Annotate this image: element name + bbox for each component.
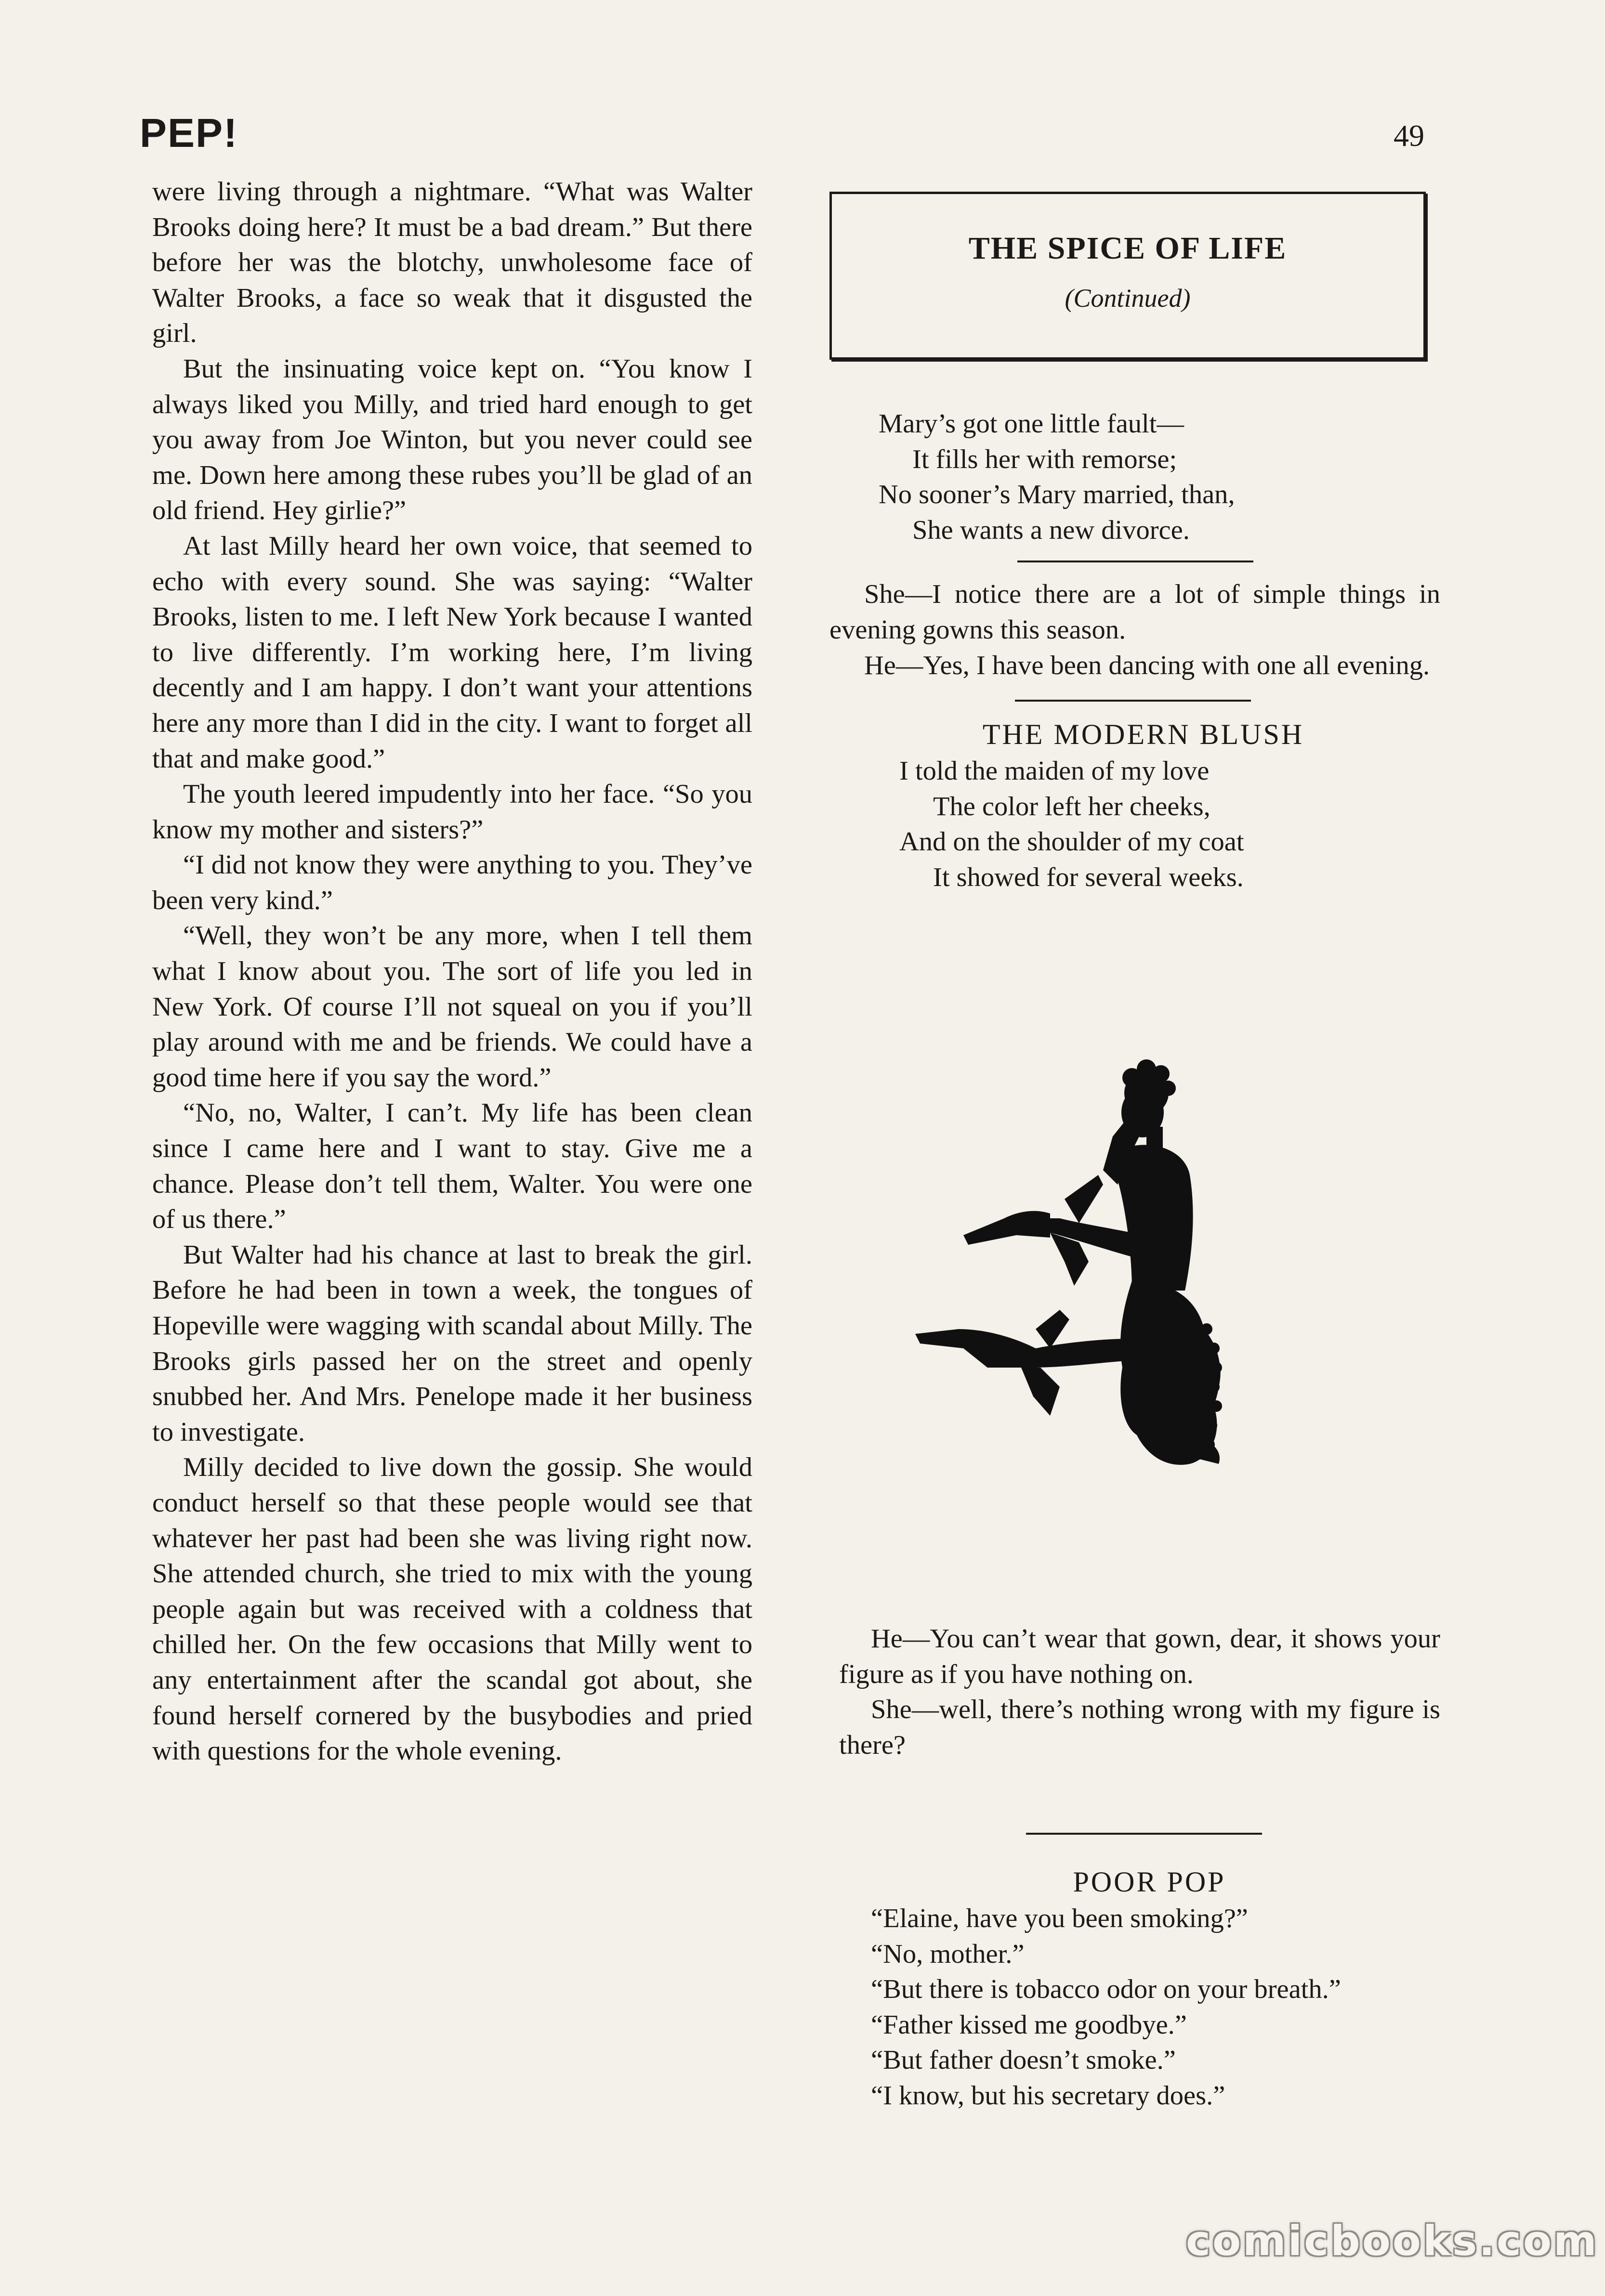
story-paragraph: were living through a nightmare. “What was Walter Brooks doing here? It must be a bad dream.” But there before her was the blotchy, unwholesome face of Walter Brooks, a face so weak that it disgusted the girl. [152,177,752,349]
joke-gowns [829,577,1440,683]
dialogue-line: “Father kissed me goodbye.” [871,2009,1187,2040]
dialogue-line: “Elaine, have you been smoking?” [871,1904,1248,1933]
poem-line: It fills her with remorse; [912,444,1177,474]
watermark: comicbooks.com [1186,2217,1599,2265]
poem-line: It showed for several weeks. [933,862,1244,892]
page-number: 49 [1394,118,1424,153]
poem-line: Mary’s got one little fault— [879,409,1184,439]
poor-pop-section [839,1833,1440,2114]
heading-modern-blush: THE MODERN BLUSH [982,718,1304,751]
divider-rule [1026,1833,1262,1835]
section-subtitle: (Continued) [1065,284,1191,313]
story-paragraph: The youth leered impudently into her face. “So you know my mother and sisters?” [152,779,752,845]
dialogue-line: “I know, but his secretary does.” [871,2080,1225,2111]
dialogue-line: “No, mother.” [871,1939,1025,1969]
dialogue-line: “But there is tobacco odor on your breath.” [871,1974,1341,2005]
poem-line: And on the shoulder of my coat [899,827,1244,857]
section-title-box [829,192,1426,360]
divider-rule [1015,700,1251,702]
dialogue-line: “But father doesn’t smoke.” [871,2045,1176,2075]
story-column [152,174,752,1769]
joke-line: She—well, there’s nothing wrong with my figure is there? [839,1695,1440,1760]
magazine-title: PEP! [140,110,238,156]
story-paragraph: “Well, they won’t be any more, when I tell them what I know about you. The sort of life you led in New York. Of course I’ll not squeal on you if you’ll play around with me and be friends. We could have a good time here if you say the word.” [152,921,752,1093]
section-title: THE SPICE OF LIFE [968,231,1287,266]
poem-mary [829,406,1440,548]
joke-line: He—Yes, I have been dancing with one all evening. [864,650,1430,680]
poor-pop-dialogue [839,1901,1440,2114]
story-paragraph: But the insinuating voice kept on. “You know I always liked you Milly, and tried hard enough to get you away from Joe Winton, but you never could see me. Down here among these rubes you’ll be glad of an old friend. Hey girlie?” [152,353,752,526]
poem-line: She wants a new divorce. [912,515,1190,545]
silhouette-illustration [906,1040,1320,1512]
joke-line: She—I notice there are a lot of simple things in evening gowns this season. [829,579,1440,645]
poem-line: No sooner’s Mary married, than, [879,480,1235,510]
story-paragraph: But Walter had his chance at last to break the girl. Before he had been in town a week, the tongues of Hopeville were wagging with scandal about Milly. The Brooks girls passed her on the street and openly snubbed her. And Mrs. Penelope made it her business to investigate. [152,1239,752,1447]
story-paragraph: Milly decided to live down the gossip. She would conduct herself so that these people would see that whatever her past had been she was living right now. She attended church, she tried to mix with the young people again but was received with a coldness that chilled her. On the few occasions that Milly went to any entertainment after the scandal got about, she found herself cornered by the busybodies and pried with questions for the whole evening. [152,1452,752,1766]
joke-figure [839,1621,1440,1763]
divider-rule [1017,561,1253,562]
poem-blush [829,754,1440,895]
spice-column [829,192,1440,896]
story-paragraph: “No, no, Walter, I can’t. My life has been clean since I came here and I want to stay. Give me a chance. Please don’t tell them, Walter. You were one of us there.” [152,1098,752,1235]
poem-line: I told the maiden of my love [899,756,1210,786]
story-paragraph: “I did not know they were anything to you. They’ve been very kind.” [152,850,752,915]
joke-line: He—You can’t wear that gown, dear, it shows your figure as if you have nothing on. [839,1624,1440,1689]
poem-line: The color left her cheeks, [933,791,1210,822]
heading-poor-pop: POOR POP [1073,1866,1226,1898]
story-paragraph: At last Milly heard her own voice, that seemed to echo with every sound. She was saying: “Walter Brooks, listen to me. I left New York because I wanted to live differently. I’m working here, I’m living decently and I am happy. I don’t want your attentions here any more than I did in the city. I want to forget all that and make good.” [152,531,752,774]
